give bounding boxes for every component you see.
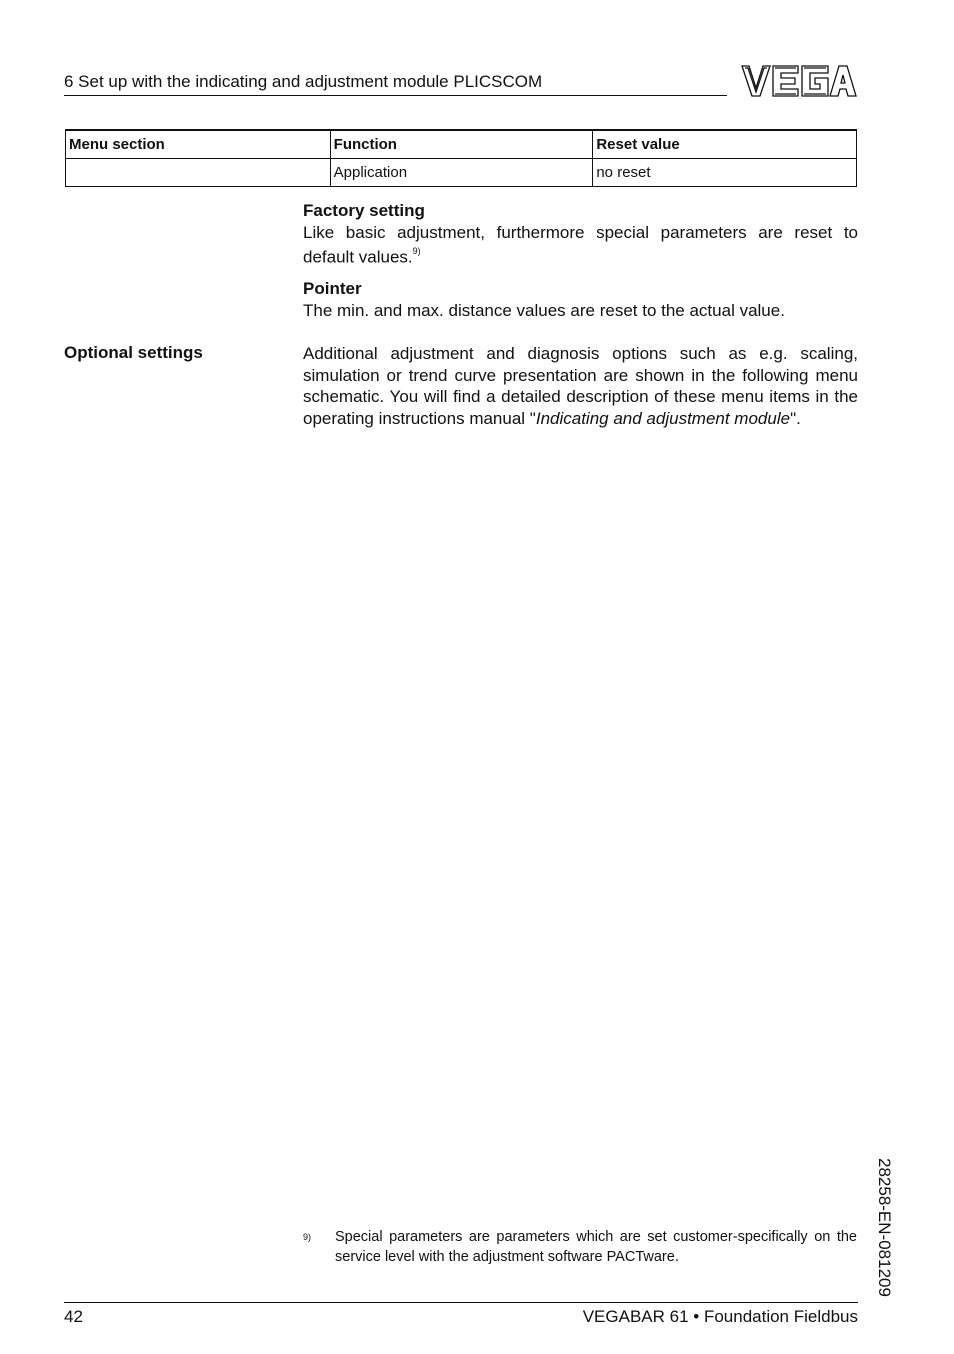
vega-logo	[740, 64, 858, 98]
factory-setting-block	[303, 200, 858, 268]
optional-settings-text	[303, 343, 858, 429]
factory-setting-body: Like basic adjustment, furthermore special parameters are reset to default values.	[303, 222, 858, 267]
factory-setting-text	[303, 222, 858, 269]
document-code: 28258-EN-081209	[875, 1158, 894, 1297]
section-title: 6 Set up with the indicating and adjustment module PLICSCOM	[64, 72, 543, 91]
footnote-text: Special parameters are parameters which are set customer-specifically on the service level with the adjustment software PACTware.	[335, 1229, 857, 1265]
manual-title: Indicating and adjustment module	[535, 408, 791, 428]
page-number: 42	[64, 1307, 83, 1326]
logo-letter-e	[773, 66, 798, 96]
header-divider	[64, 95, 727, 96]
cell-reset-value: no reset	[593, 159, 857, 187]
footnote-ref: 9)	[412, 246, 421, 257]
table-header-row	[66, 130, 857, 159]
cell-function: Application	[330, 159, 593, 187]
optional-text-end: ".	[790, 408, 801, 428]
pointer-block	[303, 278, 858, 321]
footer-product-name: VEGABAR 61 • Foundation Fieldbus	[582, 1307, 858, 1326]
footnote-mark: 9)	[303, 1232, 312, 1242]
cell-menu-section	[66, 159, 331, 187]
header-function: Function	[330, 130, 593, 159]
logo-letter-a	[830, 66, 856, 96]
optional-text-part: Additional adjustment and diagnosis options such as e.g. scaling, simulation or trend curve presentation are shown in the following menu schematic. You will find a detailed description of these menu items in the operating instructions manual "	[303, 344, 858, 428]
factory-setting-heading: Factory setting	[303, 201, 425, 220]
optional-settings-label: Optional settings	[64, 343, 203, 362]
header-reset-value: Reset value	[593, 130, 857, 159]
table-row	[66, 159, 857, 187]
pointer-heading: Pointer	[303, 279, 362, 298]
pointer-text: The min. and max. distance values are reset to the actual value.	[303, 300, 785, 320]
header-menu-section: Menu section	[66, 130, 331, 159]
reset-table	[65, 129, 857, 187]
footer-divider	[64, 1302, 858, 1303]
logo-letter-g	[802, 66, 828, 96]
